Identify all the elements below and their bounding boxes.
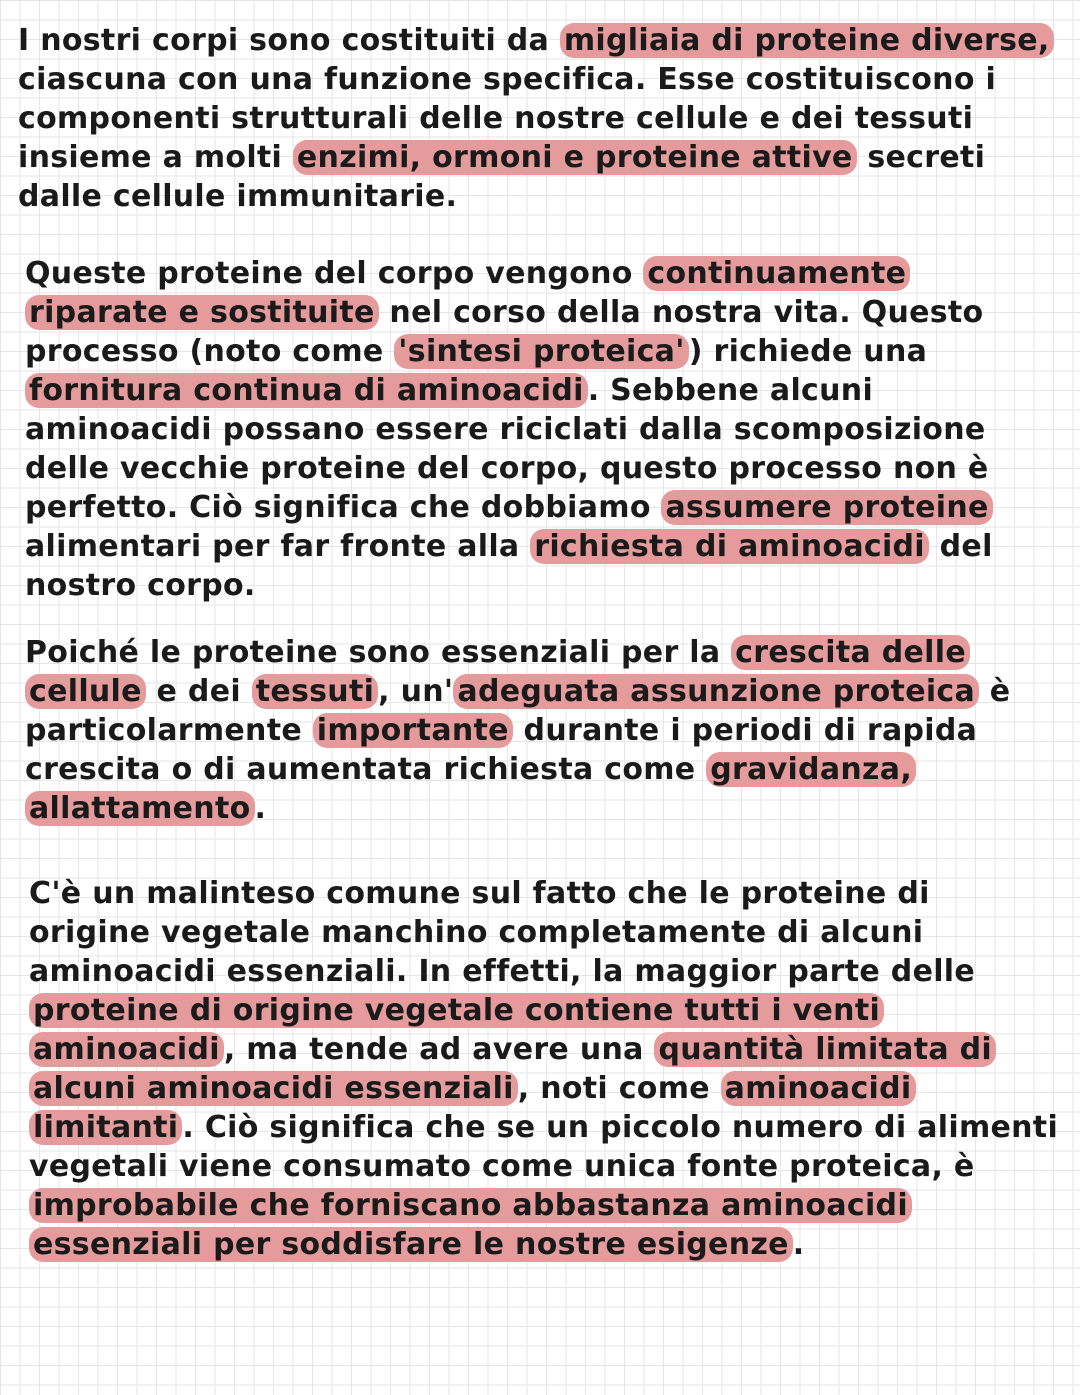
text-segment: I nostri corpi sono costituiti da xyxy=(18,23,560,58)
text-segment: Queste proteine del corpo vengono xyxy=(25,256,644,291)
text-segment: origine vegetale manchino completamente di alcuni xyxy=(29,915,924,950)
text-segment: , ma tende ad avere una xyxy=(223,1032,655,1067)
text-segment: , noti come xyxy=(517,1071,721,1106)
text-segment: C'è un malinteso comune sul fatto che le proteine di xyxy=(29,876,930,911)
highlighted-text: quantità limitata di xyxy=(654,1032,996,1067)
highlighted-text: fornitura continua di aminoacidi xyxy=(25,373,588,408)
text-segment: crescita o di aumentata richiesta come xyxy=(25,752,707,787)
text-line xyxy=(29,1108,1058,1147)
text-segment: alimentari per far fronte alla xyxy=(25,529,531,564)
text-segment: aminoacidi essenziali. In effetti, la maggior parte delle xyxy=(29,954,976,989)
text-line xyxy=(25,371,993,410)
text-segment: durante i periodi di rapida xyxy=(512,713,978,748)
highlighted-text: improbabile che forniscano abbastanza aminoacidi xyxy=(29,1188,912,1223)
text-line xyxy=(25,449,993,488)
text-segment: secreti xyxy=(856,140,986,175)
highlighted-text: essenziali per soddisfare le nostre esigenze xyxy=(29,1227,793,1262)
text-segment: insieme a molti xyxy=(18,140,293,175)
text-line xyxy=(29,1186,1058,1225)
text-segment: componenti strutturali delle nostre cellule e dei tessuti xyxy=(18,101,974,136)
paragraph-plant-proteins xyxy=(29,874,1058,1264)
text-segment: del xyxy=(928,529,993,564)
text-line xyxy=(25,293,993,332)
text-segment: vegetali viene consumato come unica fonte proteica, è xyxy=(29,1149,975,1184)
text-line xyxy=(29,1225,1058,1264)
text-segment: Poiché le proteine sono essenziali per la xyxy=(25,635,732,670)
text-line xyxy=(25,488,993,527)
text-segment: aminoacidi possano essere riciclati dalla scomposizione xyxy=(25,412,986,447)
text-line xyxy=(18,21,1054,60)
text-segment: particolarmente xyxy=(25,713,313,748)
text-line xyxy=(25,711,1010,750)
highlighted-text: richiesta di aminoacidi xyxy=(530,529,929,564)
text-segment: nostro corpo. xyxy=(25,568,256,603)
highlighted-text: aminoacidi xyxy=(29,1032,224,1067)
text-segment: . xyxy=(254,791,267,826)
text-segment: processo (noto come xyxy=(25,334,395,369)
text-line xyxy=(25,633,1010,672)
text-line xyxy=(25,410,993,449)
text-line xyxy=(18,99,1054,138)
text-segment: nel corso della nostra vita. Questo xyxy=(378,295,984,330)
highlighted-text: enzimi, ormoni e proteine attive xyxy=(293,140,857,175)
highlighted-text: adeguata assunzione proteica xyxy=(453,674,979,709)
text-segment: ) richiede una xyxy=(688,334,928,369)
text-line xyxy=(18,60,1054,99)
highlighted-text: limitanti xyxy=(29,1110,182,1145)
text-segment: dalle cellule immunitarie. xyxy=(18,179,458,214)
highlighted-text: aminoacidi xyxy=(721,1071,916,1106)
text-segment: . Ciò significa che se un piccolo numero di alimenti xyxy=(182,1110,1059,1145)
paragraph-protein-growth xyxy=(25,633,1010,828)
highlighted-text: crescita delle xyxy=(731,635,970,670)
text-line xyxy=(29,952,1058,991)
text-segment: è xyxy=(979,674,1011,709)
text-segment: . Sebbene alcuni xyxy=(587,373,874,408)
highlighted-text: allattamento xyxy=(25,791,255,826)
text-line xyxy=(25,789,1010,828)
highlighted-text: proteine di origine vegetale contiene tutti i venti xyxy=(29,993,884,1028)
highlighted-text: migliaia di proteine diverse, xyxy=(560,23,1054,58)
text-line xyxy=(25,566,993,605)
text-segment: perfetto. Ciò significa che dobbiamo xyxy=(25,490,662,525)
text-line xyxy=(29,1069,1058,1108)
highlighted-text: assumere proteine xyxy=(661,490,992,525)
text-segment: . xyxy=(792,1227,805,1262)
highlighted-text: 'sintesi proteica' xyxy=(394,334,688,369)
text-line xyxy=(18,138,1054,177)
text-line xyxy=(29,913,1058,952)
text-segment: delle vecchie proteine del corpo, questo processo non è xyxy=(25,451,989,486)
highlighted-text: gravidanza, xyxy=(706,752,916,787)
paragraph-proteins-intro xyxy=(18,21,1054,216)
text-line xyxy=(25,332,993,371)
text-segment: , un' xyxy=(378,674,454,709)
text-segment: e dei xyxy=(145,674,252,709)
text-line xyxy=(29,1147,1058,1186)
text-line xyxy=(25,527,993,566)
text-line xyxy=(29,874,1058,913)
highlighted-text: continuamente xyxy=(643,256,910,291)
text-line xyxy=(29,1030,1058,1069)
highlighted-text: importante xyxy=(313,713,513,748)
paragraph-protein-synthesis xyxy=(25,254,993,605)
text-line xyxy=(18,177,1054,216)
text-line xyxy=(25,750,1010,789)
text-line xyxy=(25,672,1010,711)
highlighted-text: cellule xyxy=(25,674,146,709)
highlighted-text: tessuti xyxy=(252,674,378,709)
text-line xyxy=(29,991,1058,1030)
text-line xyxy=(25,254,993,293)
highlighted-text: alcuni aminoacidi essenziali xyxy=(29,1071,518,1106)
text-segment: ciascuna con una funzione specifica. Esse costituiscono i xyxy=(18,62,997,97)
highlighted-text: riparate e sostituite xyxy=(25,295,379,330)
